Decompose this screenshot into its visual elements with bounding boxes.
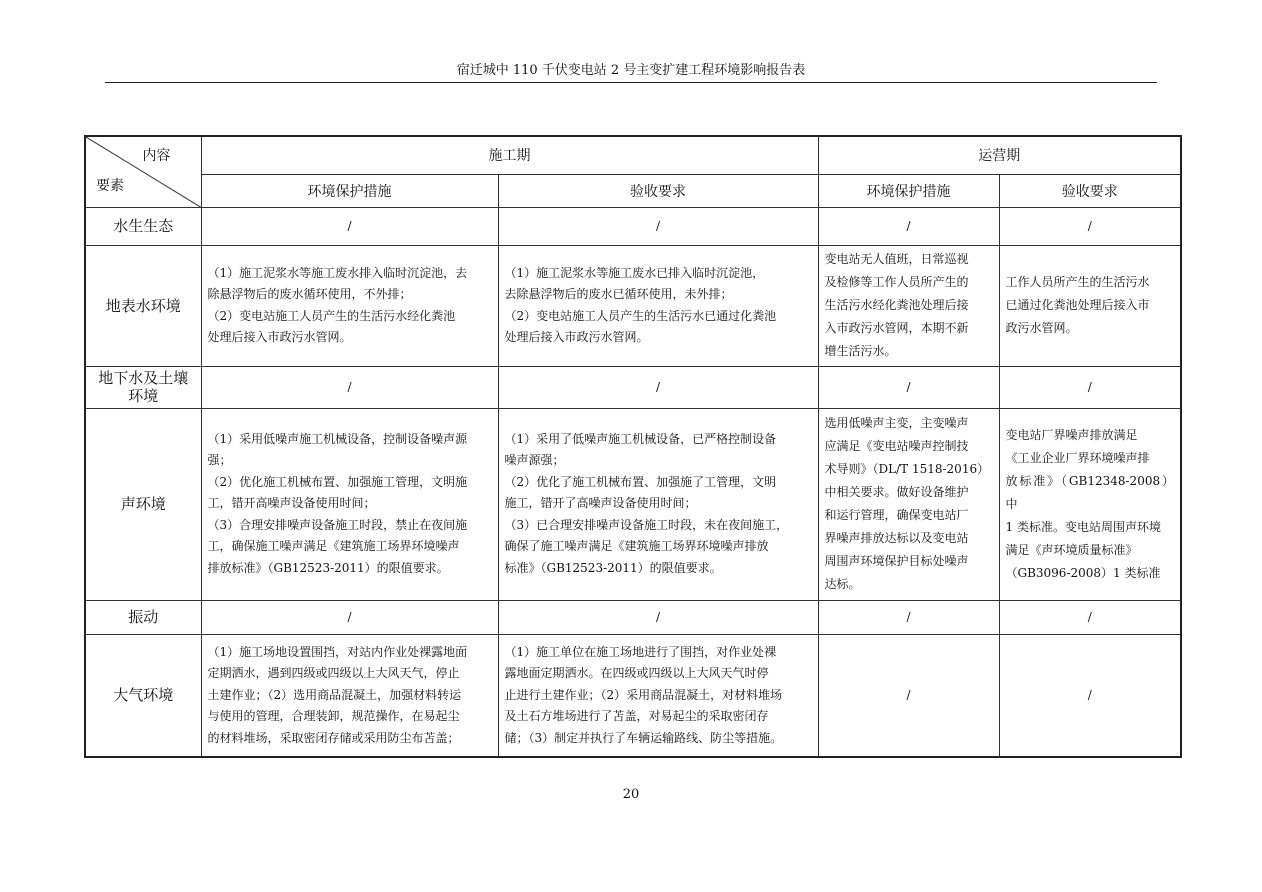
factor-line: 地下水及土壤 — [98, 369, 189, 387]
text-line: （2）变电站施工人员产生的生活污水经化粪池 — [207, 308, 456, 323]
text-line: 储；（3）制定并执行了车辆运输路线、防尘等措施。 — [504, 730, 783, 745]
construction-acceptance-cell — [498, 634, 818, 757]
text-line: 生活污水经化粪池处理后接 — [824, 298, 969, 312]
table-row — [85, 600, 1181, 634]
operation-acceptance-cell: / — [999, 634, 1181, 757]
construction-measures-cell: / — [201, 600, 498, 634]
text-line: 定期洒水，遇到四级或四级以上大风天气，停止 — [207, 666, 460, 680]
factor-cell: 地表水环境 — [85, 245, 201, 366]
operation-measures-cell — [818, 408, 999, 600]
text-line: （1）施工单位在施工场地进行了围挡，对作业处裸 — [504, 644, 777, 659]
table-row — [85, 245, 1181, 366]
text-line: （3）合理安排噪声设备施工时段，禁止在夜间施 — [207, 517, 468, 532]
header-rule — [105, 82, 1157, 83]
construction-measures-cell — [201, 634, 498, 757]
text-line: （2）优化了施工机械布置、加强施了工管理，文明 — [504, 474, 777, 489]
text-line: （1）采用了低噪声施工机械设备，已严格控制设备 — [504, 431, 777, 446]
construction-acceptance-cell: / — [498, 366, 818, 408]
text-line: 术导则》（DL/T 1518-2016） — [824, 462, 990, 476]
text-line: 达标。 — [824, 577, 861, 591]
environmental-measures-table — [84, 135, 1182, 758]
text-line: 露地面定期洒水。在四级或四级以上大风天气时停 — [504, 666, 769, 680]
text-line: 政污水管网。 — [1005, 321, 1078, 335]
operation-measures-cell: / — [818, 207, 999, 245]
construction-period-header: 施工期 — [201, 136, 818, 174]
text-line: 去除悬浮物后的废水已循环使用，未外排； — [504, 287, 733, 301]
text-line: 标准》（GB12523-2011）的限值要求。 — [504, 560, 722, 575]
operation-acceptance-cell: / — [999, 600, 1181, 634]
construction-acceptance-header: 验收要求 — [498, 174, 818, 207]
construction-acceptance-cell: / — [498, 600, 818, 634]
operation-measures-cell: / — [818, 634, 999, 757]
operation-measures-header: 环境保护措施 — [818, 174, 999, 207]
factor-line: 环境 — [128, 387, 159, 405]
text-line: （1）施工场地设置围挡，对站内作业处裸露地面 — [207, 644, 468, 659]
text-line: （2）优化施工机械布置、加强施工管理，文明施 — [207, 474, 468, 489]
text-line: 噪声源强； — [504, 453, 565, 468]
text-line: 及检修等工作人员所产生的 — [824, 275, 969, 289]
text-line: 的材料堆场，采取密闭存储或采用防尘布苫盖； — [207, 730, 460, 745]
text-line: 土建作业；（2）选用商品混凝土，加强材料转运 — [207, 687, 462, 702]
text-line: 处理后接入市政污水管网。 — [504, 330, 649, 344]
table-row — [85, 366, 1181, 408]
text-line: 入市政污水管网，本期不新 — [824, 321, 969, 335]
construction-acceptance-cell: / — [498, 207, 818, 245]
text-line: 工作人员所产生的生活污水 — [1005, 275, 1150, 289]
text-line: 中相关要求。做好设备维护 — [824, 485, 969, 499]
text-line: 处理后接入市政污水管网。 — [207, 330, 352, 344]
text-line: 界噪声排放达标以及变电站 — [824, 531, 969, 545]
text-line: 及土石方堆场进行了苫盖，对易起尘的采取密闭存 — [504, 709, 769, 723]
table-row — [85, 408, 1181, 600]
text-line: 应满足《变电站噪声控制技 — [824, 439, 969, 453]
text-line: 周围声环境保护目标处噪声 — [824, 554, 969, 568]
operation-acceptance-header: 验收要求 — [999, 174, 1181, 207]
corner-header-cell — [85, 136, 201, 207]
construction-measures-header: 环境保护措施 — [201, 174, 498, 207]
text-line: 放标准》（GB12348-2008）中 — [1005, 473, 1174, 511]
page-header-title: 宿迁城中 110 千伏变电站 2 号主变扩建工程环境影响报告表 — [456, 63, 806, 78]
text-line: 变电站厂界噪声排放满足 — [1005, 427, 1138, 442]
construction-acceptance-cell — [498, 408, 818, 600]
table-row — [85, 207, 1181, 245]
construction-measures-cell — [201, 245, 498, 366]
factor-cell — [85, 366, 201, 408]
construction-measures-cell: / — [201, 366, 498, 408]
text-line: 施工，错开了高噪声设备使用时间； — [504, 496, 697, 511]
text-line: （2）变电站施工人员产生的生活污水已通过化粪池 — [504, 308, 777, 323]
text-line: （GB3096-2008）1 类标准 — [1005, 565, 1161, 580]
text-line: 变电站无人值班，日常巡视 — [824, 252, 969, 266]
corner-factor-label: 要素 — [96, 177, 124, 194]
corner-content-label: 内容 — [142, 148, 171, 164]
text-line: 确保了施工噪声满足《建筑施工场界环境噪声排放 — [504, 539, 769, 554]
construction-measures-cell: / — [201, 207, 498, 245]
text-line: 强； — [207, 453, 232, 468]
text-line: 1 类标准。变电站周围声环境 — [1005, 519, 1161, 534]
text-line: （1）施工泥浆水等施工废水已排入临时沉淀池， — [504, 265, 765, 280]
operation-measures-cell: / — [818, 366, 999, 408]
text-line: 增生活污水。 — [824, 344, 897, 358]
factor-cell: 声环境 — [85, 408, 201, 600]
operation-measures-cell: / — [818, 600, 999, 634]
text-line: 满足《声环境质量标准》 — [1005, 542, 1138, 557]
construction-acceptance-cell — [498, 245, 818, 366]
text-line: （1）采用低噪声施工机械设备，控制设备噪声源 — [207, 431, 468, 446]
construction-measures-cell — [201, 408, 498, 600]
factor-cell: 大气环境 — [85, 634, 201, 757]
operation-acceptance-cell: / — [999, 366, 1181, 408]
text-line: 除悬浮物后的废水循环使用，不外排； — [207, 287, 412, 301]
factor-cell: 振动 — [85, 600, 201, 634]
operation-measures-cell — [818, 245, 999, 366]
text-line: 和运行管理，确保变电站厂 — [824, 508, 969, 522]
text-line: 已通过化粪池处理后接入市 — [1005, 298, 1150, 312]
text-line: 与使用的管理，合理装卸，规范操作，在易起尘 — [207, 709, 460, 723]
operation-acceptance-cell: / — [999, 207, 1181, 245]
text-line: （3）已合理安排噪声设备施工时段，未在夜间施工， — [504, 517, 789, 532]
text-line: 止进行土建作业；（2）采用商品混凝土，对材料堆场 — [504, 687, 783, 702]
text-line: 工，确保施工噪声满足《建筑施工场界环境噪声 — [207, 539, 460, 554]
operation-acceptance-cell — [999, 408, 1181, 600]
text-line: （1）施工泥浆水等施工废水排入临时沉淀池，去 — [207, 265, 468, 280]
operation-acceptance-cell — [999, 245, 1181, 366]
text-line: 排放标准》（GB12523-2011）的限值要求。 — [207, 560, 449, 575]
text-line: 选用低噪声主变，主变噪声 — [824, 416, 969, 430]
text-line: 工，错开高噪声设备使用时间； — [207, 496, 376, 511]
page-number: 20 — [622, 787, 640, 802]
factor-cell: 水生生态 — [85, 207, 201, 245]
text-line: 《工业企业厂界环境噪声排 — [1005, 450, 1150, 465]
operation-period-header: 运营期 — [818, 136, 1181, 174]
table-row — [85, 634, 1181, 757]
